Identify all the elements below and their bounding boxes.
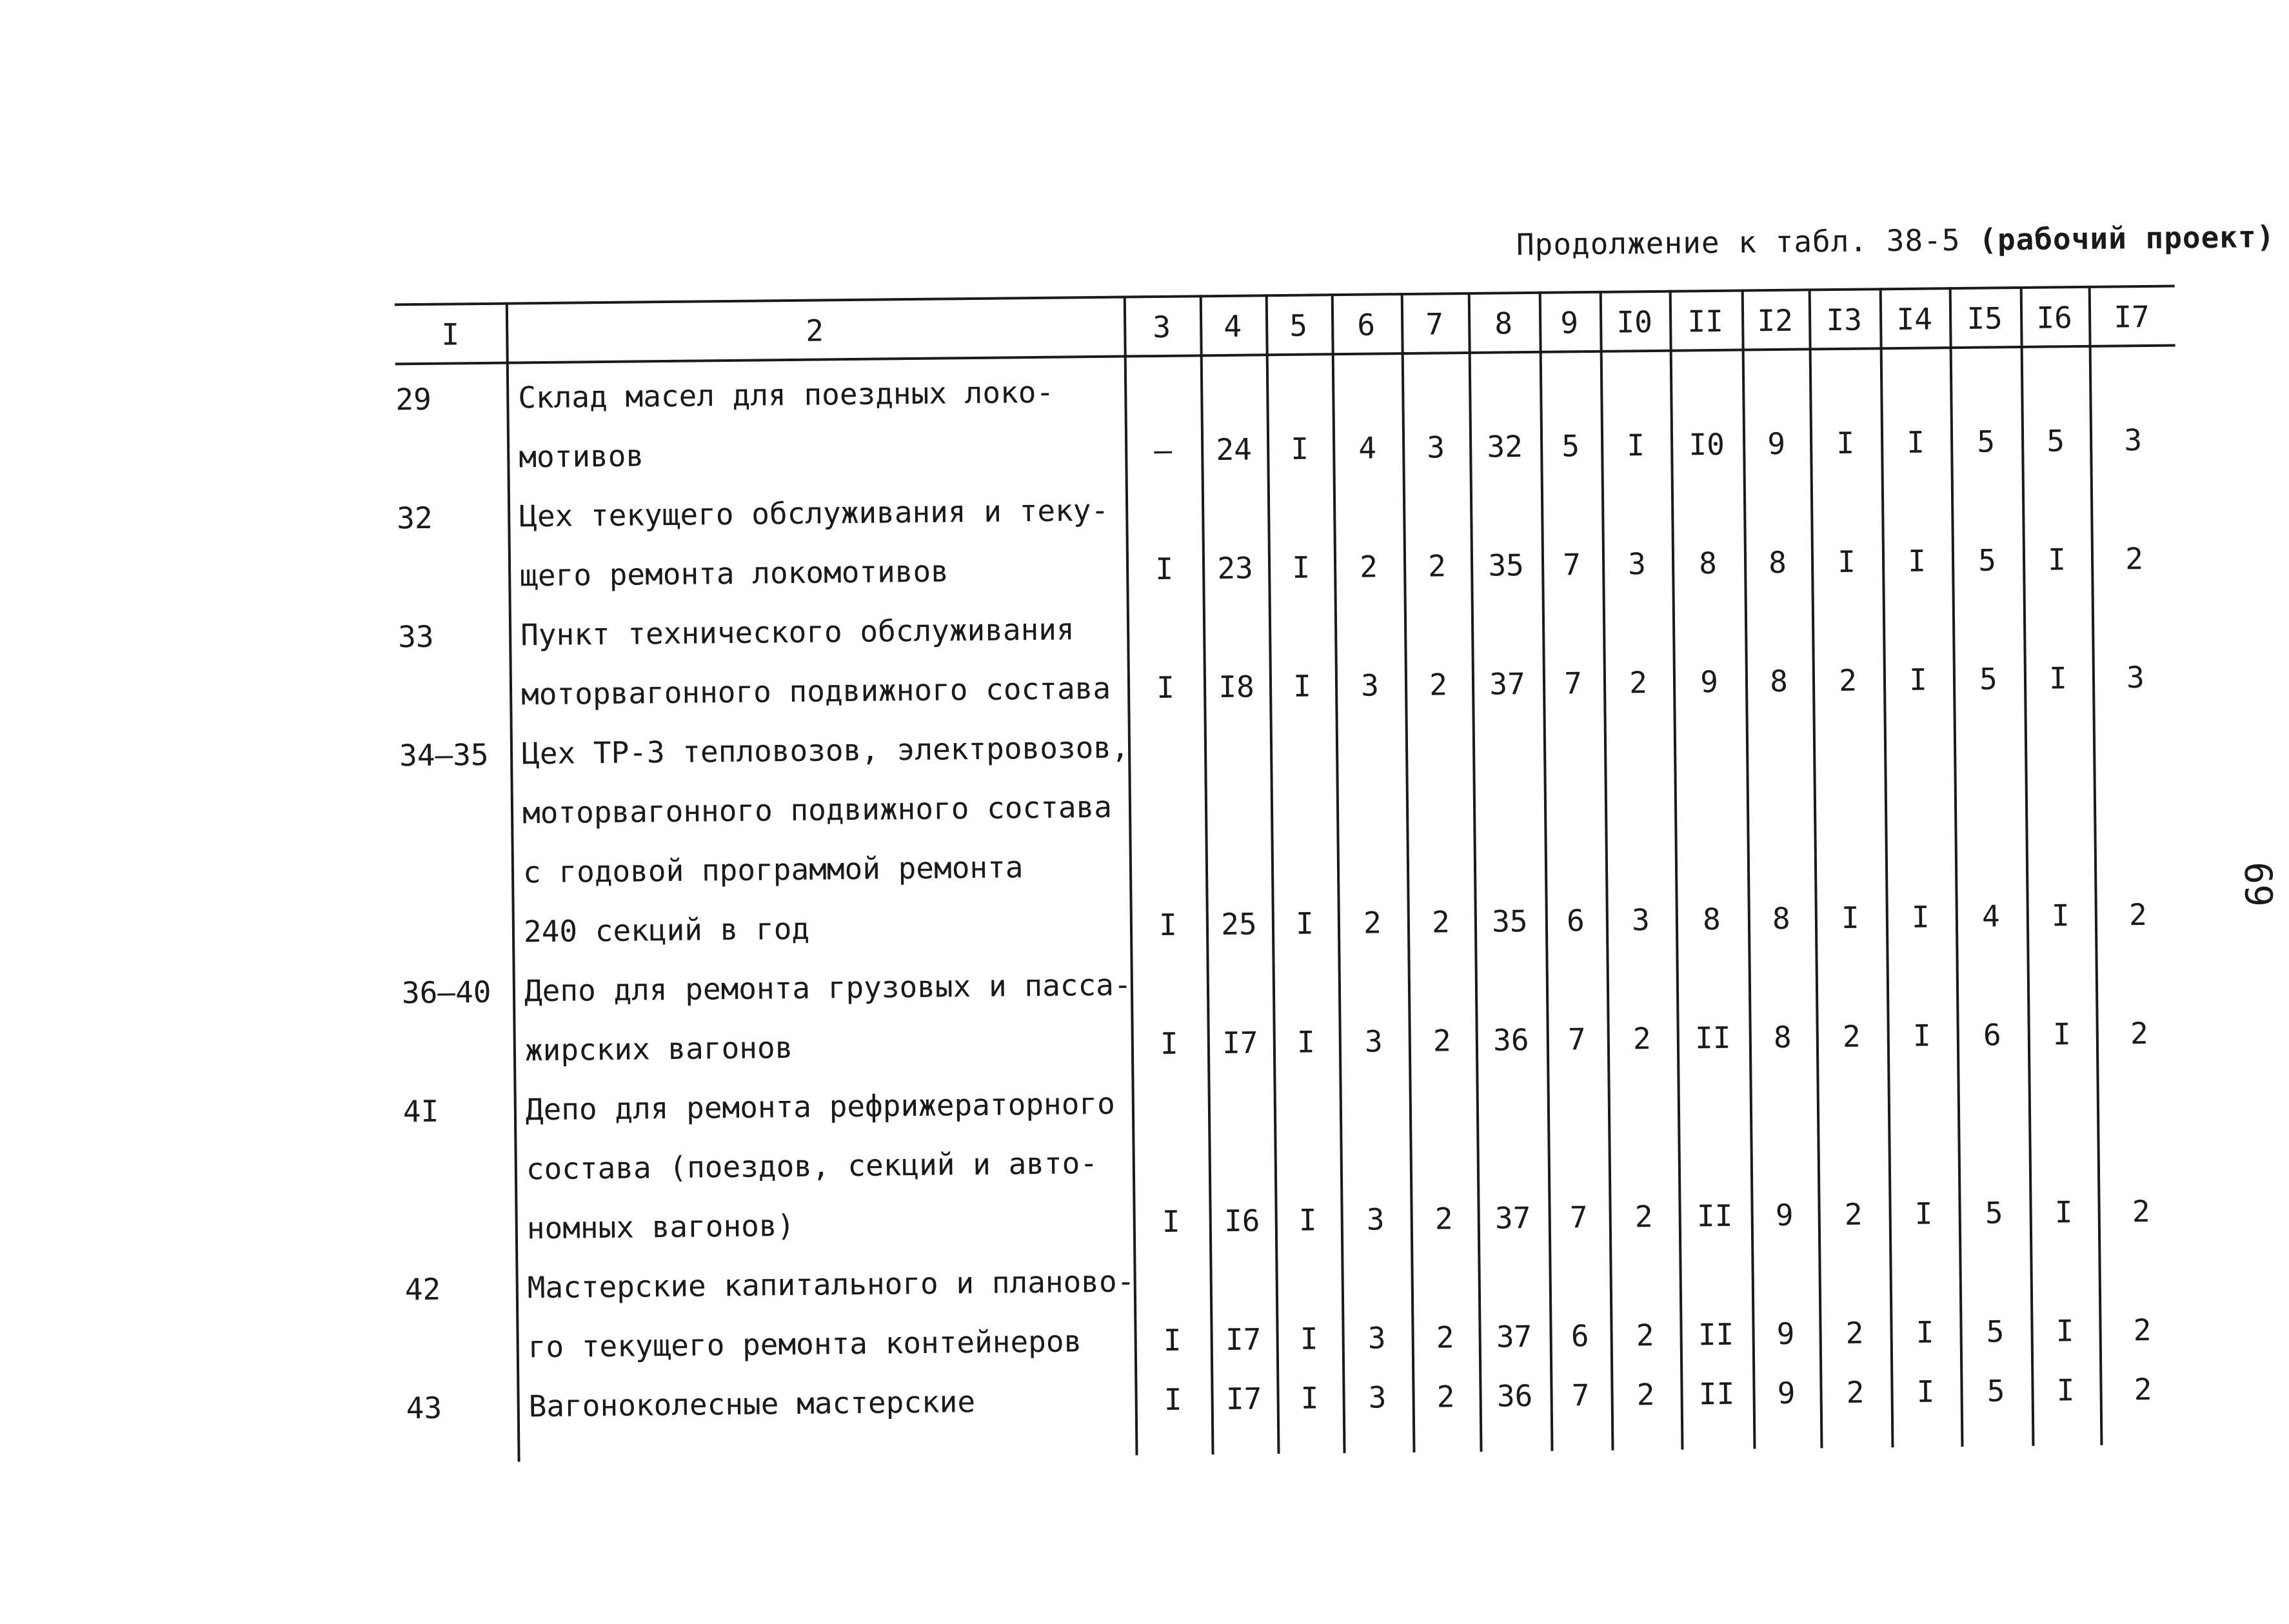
value-cell: 9 [1767, 426, 1786, 462]
value-cell: I [1836, 425, 1855, 461]
value-cell: 5 [1987, 1373, 2005, 1409]
value-cell: 36 [1496, 1378, 1533, 1414]
value-cell: I [1912, 1018, 1931, 1053]
row-number: 32 [396, 500, 433, 536]
value-cell: 36 [1492, 1022, 1529, 1058]
value-cell: II [1694, 1020, 1731, 1056]
column-header: I5 [1967, 301, 2003, 336]
value-cell: I [1293, 668, 1312, 704]
value-cell: I [1837, 544, 1856, 579]
value-cell: I [2052, 1016, 2071, 1052]
value-cell: 25 [1220, 906, 1257, 942]
value-cell: I [2056, 1372, 2075, 1408]
page-number: 69 [2235, 861, 2281, 907]
value-cell: I [1164, 1381, 1182, 1417]
caption-project-type: (рабочий проект) [1978, 219, 2275, 257]
value-cell: I [1911, 899, 1930, 935]
value-cell: I [1907, 424, 1925, 460]
column-header: I7 [2114, 299, 2150, 335]
row-number: 34–35 [399, 737, 489, 773]
row-number: 4I [402, 1093, 439, 1129]
row-name-line: Депо для ремонта рефрижераторного [525, 1085, 1116, 1127]
value-cell: I [2048, 660, 2068, 696]
value-cell: 7 [1562, 547, 1581, 582]
column-header: I6 [2036, 300, 2073, 335]
column-header: I0 [1616, 304, 1653, 340]
value-cell: 2 [1431, 904, 1451, 940]
value-cell: 8 [1768, 544, 1787, 580]
value-cell: 8 [1698, 545, 1718, 581]
row-name-line: Мастерские капитального и планово- [527, 1263, 1135, 1305]
value-cell: 37 [1489, 666, 1526, 702]
data-table [395, 284, 2208, 1426]
value-cell: 4 [1981, 898, 2000, 934]
value-cell: 24 [1216, 431, 1253, 468]
table-caption [1516, 219, 2275, 262]
row-number: 33 [397, 619, 434, 655]
value-cell: I [1907, 543, 1927, 579]
value-cell: 2 [1636, 1318, 1654, 1353]
value-cell: I [1300, 1321, 1318, 1356]
value-cell: I [2051, 898, 2070, 933]
column-header: I4 [1896, 301, 1933, 337]
value-cell: 37 [1494, 1200, 1531, 1236]
row-name-line: Пункт технического обслуживания [520, 611, 1075, 653]
value-cell: I6 [1224, 1203, 1260, 1239]
value-cell: 2 [1427, 548, 1447, 584]
value-cell: 9 [1777, 1375, 1796, 1411]
value-cell: I [2047, 542, 2066, 577]
value-cell: 3 [1366, 1202, 1385, 1237]
value-cell: I [1916, 1374, 1935, 1409]
column-header: 4 [1224, 308, 1242, 344]
column-header: I [441, 317, 460, 352]
value-cell: 2 [1363, 905, 1382, 940]
value-cell: I8 [1218, 669, 1255, 705]
value-cell: I7 [1225, 1381, 1262, 1416]
row-name-line: жирских вагонов [524, 1029, 793, 1068]
value-cell: 2 [2125, 541, 2144, 577]
value-cell: 5 [1979, 661, 1998, 697]
value-cell: 7 [1567, 1022, 1586, 1057]
value-cell: 8 [1772, 900, 1790, 936]
column-header: 6 [1357, 307, 1376, 342]
value-cell: I [1914, 1196, 1933, 1231]
value-cell: 2 [1842, 1018, 1861, 1054]
value-cell: II [1698, 1316, 1734, 1352]
row-name-line: номных вагонов) [526, 1207, 795, 1246]
value-cell: 6 [1571, 1318, 1589, 1354]
row-name-line: моторвагонного подвижного состава [522, 789, 1113, 831]
value-cell: 35 [1488, 548, 1525, 583]
value-cell: 2 [1838, 662, 1858, 698]
row-number: 36–40 [401, 974, 491, 1011]
value-cell: 9 [1699, 664, 1719, 700]
value-cell: I [1295, 906, 1314, 941]
value-cell: I0 [1689, 426, 1725, 462]
value-cell: 2 [1634, 1199, 1653, 1234]
value-cell: I [2054, 1194, 2073, 1230]
value-cell: 2 [1436, 1320, 1454, 1355]
value-cell: 32 [1487, 429, 1523, 464]
value-cell: 2 [1359, 549, 1378, 584]
value-cell: 2 [2134, 1371, 2152, 1407]
value-cell: I7 [1222, 1025, 1258, 1061]
column-header: 7 [1425, 306, 1444, 342]
value-cell: 5 [1977, 424, 1996, 459]
value-cell: I [2056, 1313, 2074, 1349]
row-name-line: 240 секций в год [523, 911, 810, 949]
column-divider [506, 302, 520, 1462]
value-cell: 2 [1846, 1374, 1865, 1410]
value-cell: 2 [1632, 1021, 1651, 1056]
value-cell: 2 [1845, 1315, 1864, 1351]
row-name-line: состава (поездов, секций и авто- [526, 1145, 1098, 1187]
row-name-line: моторвагонного подвижного состава [520, 670, 1111, 712]
value-cell: 23 [1217, 550, 1254, 586]
value-cell: 6 [1983, 1017, 2001, 1053]
value-cell: I [1291, 550, 1311, 585]
value-cell: 3 [1627, 546, 1647, 582]
value-cell: I7 [1225, 1322, 1262, 1357]
value-cell: I [1158, 907, 1178, 943]
row-name-line: Вагоноколесные мастерские [528, 1384, 976, 1424]
value-cell: I [1841, 900, 1859, 935]
value-cell: II [1698, 1376, 1735, 1412]
value-cell: 2 [1429, 667, 1448, 702]
value-cell: 9 [1776, 1316, 1795, 1352]
value-cell: 3 [1368, 1380, 1387, 1415]
row-name-line: Депо для ремонта грузовых и пасса- [524, 967, 1132, 1009]
column-header: 8 [1494, 306, 1513, 341]
value-cell: II [1696, 1198, 1733, 1234]
value-cell: 2 [2128, 897, 2147, 933]
value-cell: 5 [1985, 1195, 2003, 1231]
row-name-line: Цех текущего обслуживания и теку- [519, 492, 1109, 534]
value-cell: 2 [1636, 1377, 1655, 1412]
value-cell: – [1154, 432, 1173, 468]
value-cell: 5 [1977, 542, 1997, 578]
value-cell: 6 [1566, 903, 1585, 938]
value-cell: I [1162, 1203, 1180, 1240]
value-cell: I [1916, 1314, 1934, 1350]
row-name-line: Склад масел для поездных локо- [518, 374, 1055, 415]
value-cell: 2 [1434, 1201, 1453, 1236]
value-cell: 3 [1360, 668, 1380, 703]
value-cell: 3 [2123, 422, 2143, 458]
value-cell: 4 [1358, 430, 1377, 466]
value-cell: 3 [2126, 660, 2145, 695]
column-header: II [1687, 303, 1724, 339]
value-cell: 7 [1563, 666, 1583, 701]
value-cell: 9 [1775, 1197, 1794, 1233]
row-name-line: Цех ТР-3 тепловозов, электровозов, [521, 729, 1129, 771]
value-cell: I [1160, 1025, 1178, 1062]
column-header: 3 [1153, 309, 1171, 345]
value-cell: I [1155, 551, 1174, 587]
column-header: 5 [1289, 308, 1308, 343]
value-cell: I [1163, 1322, 1182, 1358]
value-cell: 2 [1432, 1023, 1451, 1058]
column-header: I2 [1757, 302, 1794, 339]
row-name-line: мотивов [518, 438, 644, 475]
value-cell: 8 [1773, 1019, 1792, 1055]
value-cell: 7 [1569, 1200, 1588, 1235]
row-number: 43 [406, 1390, 442, 1426]
value-cell: 8 [1702, 901, 1721, 937]
value-cell: 5 [1561, 428, 1580, 464]
row-name-line: щего ремонта локомотивов [519, 553, 949, 593]
value-cell: 3 [1367, 1320, 1386, 1356]
value-cell: 3 [1427, 430, 1445, 465]
value-cell: I [1908, 662, 1928, 697]
value-cell: 37 [1496, 1319, 1532, 1354]
row-name-line: го текущего ремонта контейнеров [528, 1323, 1082, 1365]
caption-text: Продолжение к табл. 38-5 [1516, 222, 1979, 262]
value-cell: 7 [1571, 1378, 1590, 1413]
value-cell: 5 [1986, 1314, 2005, 1349]
value-cell: 8 [1769, 663, 1789, 699]
value-cell: 2 [1436, 1379, 1455, 1414]
value-cell: I [1296, 1024, 1315, 1060]
row-number: 42 [404, 1271, 441, 1307]
value-cell: 35 [1491, 904, 1528, 939]
value-cell: I [1300, 1380, 1319, 1416]
value-cell: 5 [2046, 423, 2065, 459]
value-cell: 2 [2130, 1015, 2148, 1051]
row-name-line: с годовой программой ремонта [522, 849, 1024, 890]
value-cell: 3 [1364, 1024, 1383, 1059]
value-cell: 3 [1631, 902, 1650, 938]
column-header: I3 [1826, 302, 1863, 338]
value-cell: I [1291, 431, 1309, 466]
column-header: 2 [806, 313, 824, 348]
row-number: 29 [395, 381, 432, 417]
value-cell: I [1627, 428, 1645, 463]
value-cell: 2 [1629, 665, 1648, 700]
column-header: 9 [1560, 305, 1579, 341]
value-cell: 2 [2133, 1312, 2152, 1348]
value-cell: 2 [1844, 1196, 1863, 1232]
value-cell: I [1298, 1202, 1317, 1238]
value-cell: 2 [2132, 1193, 2150, 1229]
value-cell: I [1156, 669, 1175, 706]
